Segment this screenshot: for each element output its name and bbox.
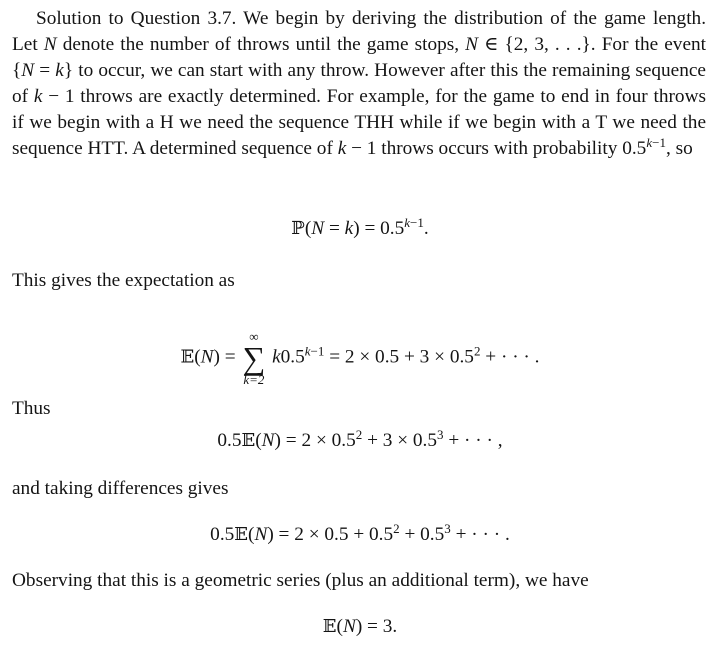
text-geometric-series: Observing that this is a geometric series (plus an additional term), we have bbox=[12, 570, 589, 591]
equation-distribution: ℙ(N = $k) = 0.5^{k-1}$. bbox=[291, 215, 429, 239]
equation-half-expectation: 0.5𝔼(N) = $2 \times 0.5^2 + 3 \times 0.5^3$ + · · · , bbox=[217, 427, 503, 451]
text-taking-differences: and taking differences gives bbox=[12, 478, 229, 499]
text-expectation-intro: This gives the expectation as bbox=[12, 270, 235, 291]
equation-result: 𝔼(N) = 3. bbox=[322, 616, 398, 637]
solution-heading: Solution to Question 3.7. bbox=[36, 8, 237, 29]
paragraph-solution-intro: Solution to Question 3.7. We begin by deriving the distribution of the game length. Let N denote the number of throws until the game stops, N ∈ {2, 3, . . .}. For the event {N = k} to occur, we can start with any throw. However after this the remaining sequence of k − 1 throws are exactly determined. For example, for the game to end in four throws if we begin with a H we need the sequence THH while if we begin with a T we need the sequence HTT. A determined sequence of k − 1 throws occurs with probability $0.5^{k-1}$, so bbox=[12, 8, 707, 159]
sum-upper-limit: ∞ bbox=[249, 329, 259, 344]
text-thus: Thus bbox=[12, 398, 51, 419]
summation-symbol bbox=[242, 330, 265, 386]
sigma: ∑ bbox=[242, 340, 266, 376]
equation-differences: 0.5𝔼(N) = $2 \times 0.5 + 0.5^2 + 0.5^3$ + · · · . bbox=[210, 521, 510, 545]
sum-lower-limit: k=2 bbox=[243, 372, 265, 387]
equation-expectation-sum: 𝔼(N) = ∞ ∑ k=2 $k0.5^{k-1} = 2 \times 0.5 + 3 \times 0.5^2$ + · · · . bbox=[180, 329, 540, 387]
